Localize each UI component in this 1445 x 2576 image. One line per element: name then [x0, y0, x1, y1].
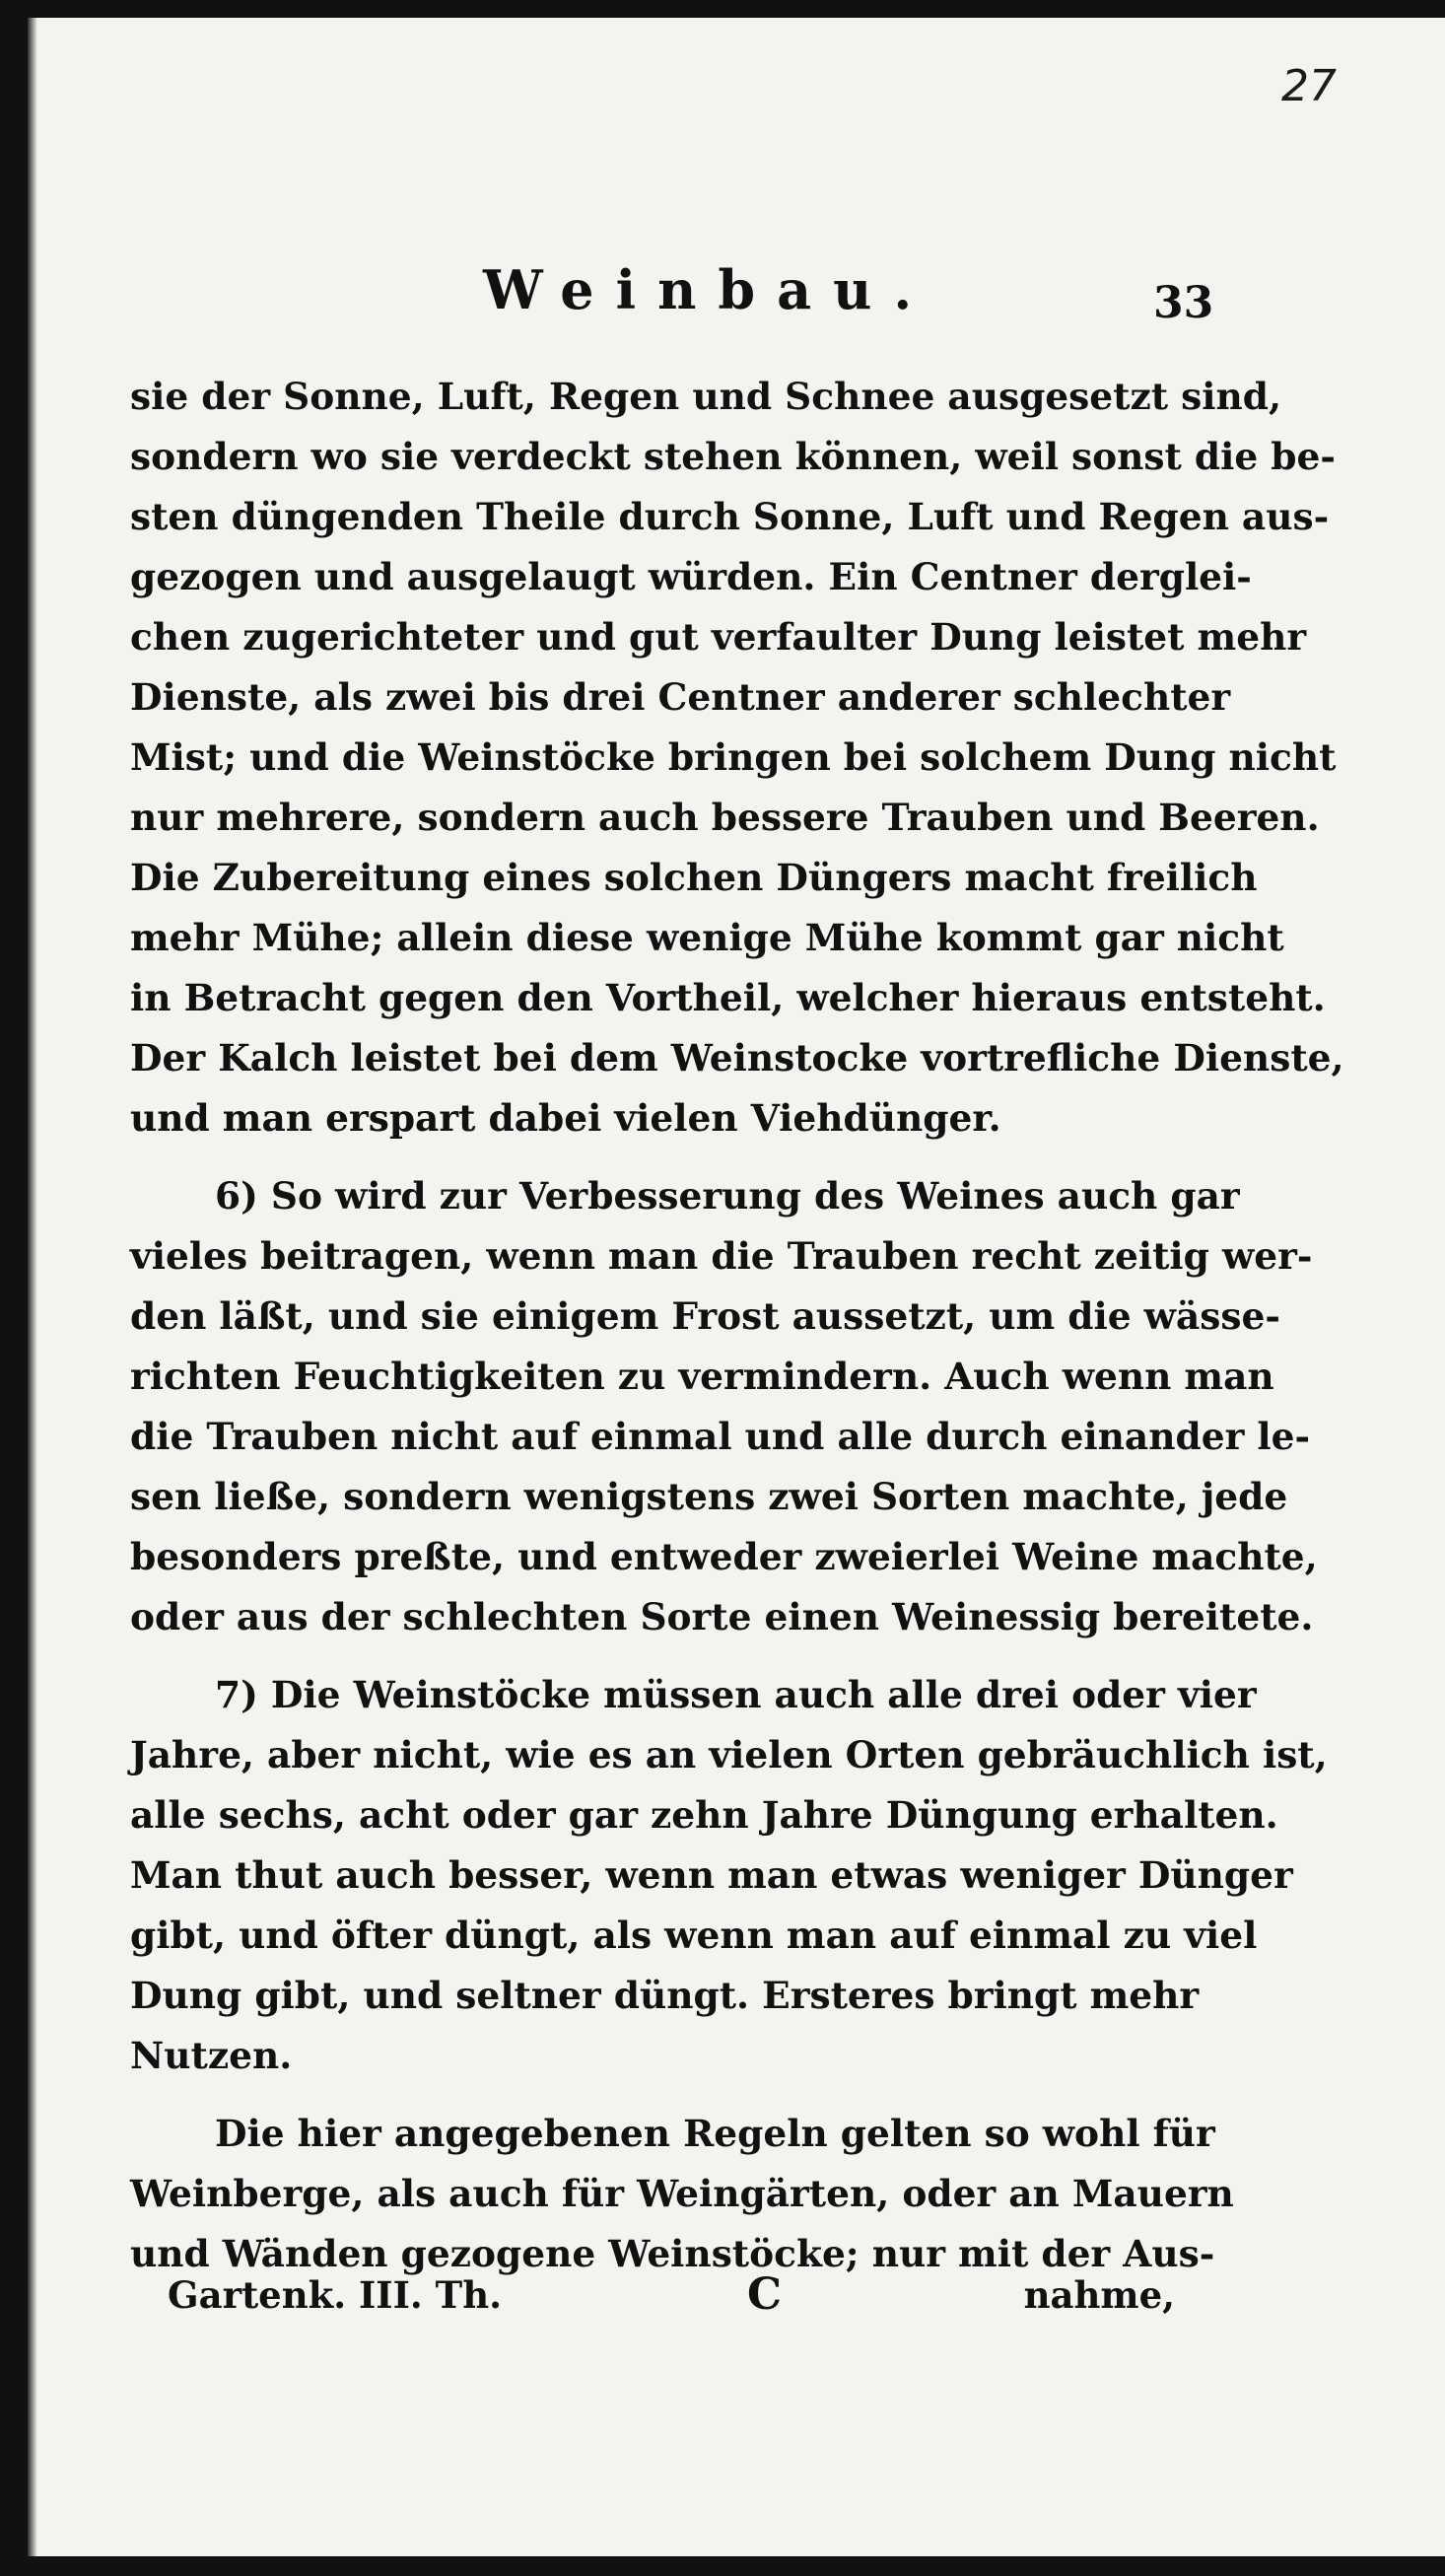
text-line: Man thut auch besser, wenn man etwas weniger Dünger	[130, 1853, 1293, 1897]
text-line: chen zugerichteter und gut verfaulter Dung leistet mehr	[130, 615, 1307, 659]
text-line: Dienste, als zwei bis drei Centner anderer schlechter	[130, 675, 1231, 719]
text-line: sondern wo sie verdeckt stehen können, weil sonst die be-	[130, 435, 1336, 478]
text-line: alle sechs, acht oder gar zehn Jahre Düngung erhalten.	[130, 1793, 1278, 1837]
text-line: oder aus der schlechten Sorte einen Weinessig bereitete.	[130, 1595, 1314, 1638]
text-line: vieles beitragen, wenn man die Trauben recht zeitig wer-	[130, 1234, 1313, 1278]
text-line: Weinberge, als auch für Weingärten, oder an Mauern	[130, 2172, 1234, 2215]
text-line: Nutzen.	[130, 2034, 293, 2077]
page-gutter-shadow	[28, 18, 37, 2556]
signature-letter: C	[747, 2269, 783, 2320]
text-line: sie der Sonne, Luft, Regen und Schnee ausgesetzt sind,	[130, 375, 1282, 418]
text-line: richten Feuchtigkeiten zu vermindern. Auch wenn man	[130, 1355, 1274, 1398]
text-line: Mist; und die Weinstöcke bringen bei solchem Dung nicht	[130, 735, 1337, 779]
body-text	[130, 367, 1344, 2284]
text-line: sen ließe, sondern wenigstens zwei Sorten machte, jede	[130, 1475, 1288, 1518]
text-line: Dung gibt, und seltner düngt. Ersteres bringt mehr	[130, 1974, 1200, 2017]
text-line: Die Zubereitung eines solchen Düngers macht freilich	[130, 856, 1258, 899]
catchword: nahme,	[1023, 2273, 1175, 2317]
text-line: 6) So wird zur Verbesserung des Weines auch gar	[215, 1174, 1240, 1218]
text-line: in Betracht gegen den Vortheil, welcher hieraus entsteht.	[130, 976, 1326, 1019]
page-number: 33	[1153, 278, 1214, 328]
text-line: besonders preßte, und entweder zweierlei Weine machte,	[130, 1535, 1318, 1578]
paragraph-gap	[130, 1647, 1175, 1665]
text-line: 7) Die Weinstöcke müssen auch alle drei oder vier	[215, 1673, 1257, 1716]
handwritten-archive-number: 27	[1281, 61, 1337, 111]
page-footer	[168, 2269, 1175, 2332]
paragraph-gap	[130, 2086, 1175, 2104]
running-title: Weinbau.	[483, 258, 934, 321]
text-line: die Trauben nicht auf einmal und alle durch einander le-	[130, 1415, 1311, 1458]
text-line: gezogen und ausgelaugt würden. Ein Centner derglei-	[130, 555, 1252, 598]
text-line: nur mehrere, sondern auch bessere Trauben und Beeren.	[130, 796, 1320, 839]
text-line: Jahre, aber nicht, wie es an vielen Orten gebräuchlich ist,	[130, 1733, 1328, 1776]
paragraph-gap	[130, 1149, 1175, 1166]
text-line: und Wänden gezogene Weinstöcke; nur mit der Aus-	[130, 2232, 1215, 2275]
text-line: sten düngenden Theile durch Sonne, Luft und Regen aus-	[130, 495, 1330, 538]
signature-title: Gartenk. III. Th.	[168, 2273, 502, 2317]
text-line: Die hier angegebenen Regeln gelten so wohl für	[215, 2112, 1215, 2155]
text-line: den läßt, und sie einigem Frost aussetzt, um die wässe-	[130, 1294, 1280, 1338]
text-line: und man erspart dabei vielen Viehdünger.	[130, 1096, 1001, 1140]
text-line: Der Kalch leistet bei dem Weinstocke vortrefliche Dienste,	[130, 1036, 1344, 1079]
text-line: mehr Mühe; allein diese wenige Mühe kommt gar nicht	[130, 916, 1284, 959]
text-line: gibt, und öfter düngt, als wenn man auf einmal zu viel	[130, 1914, 1258, 1957]
